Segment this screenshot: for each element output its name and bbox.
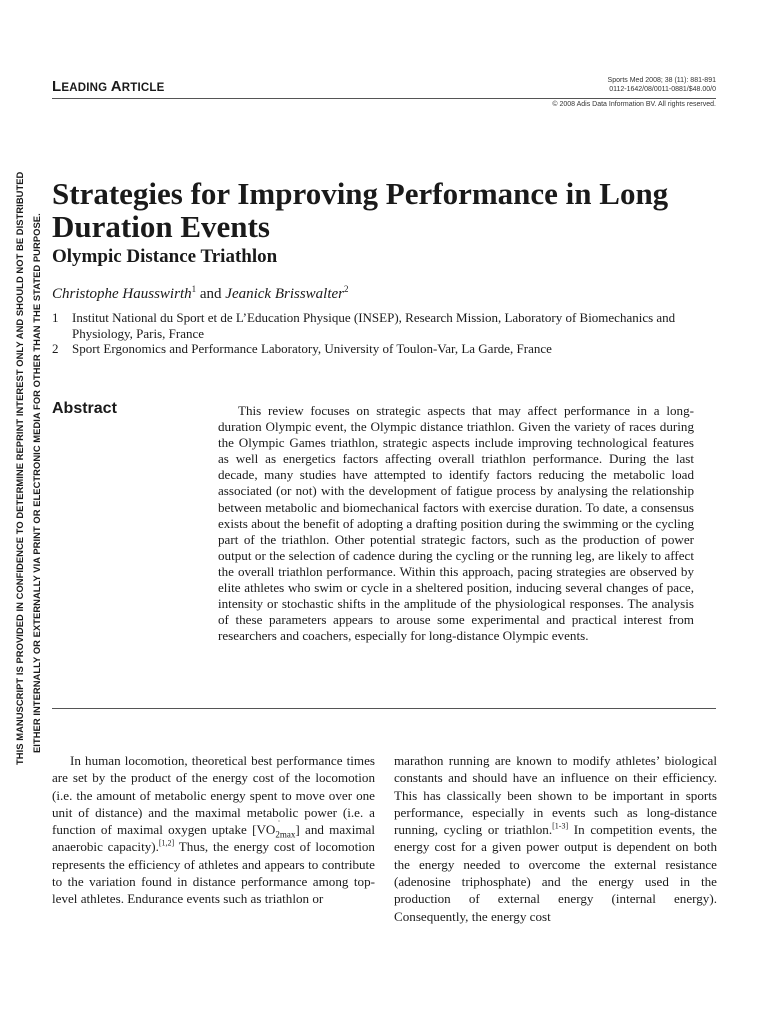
article-type-rest-2: RTICLE [121, 82, 165, 94]
affiliation-2-number: 2 [52, 341, 59, 356]
article-type-initial-2: A [110, 78, 122, 95]
body-right-text-b: In competition events, the energy cost for a given power output is dependent on both the energy needed to overcome the external resistance (adenosine triphosphate) and the energy used in the production of external energy (internal energy). Consequently, the energy cost [394, 822, 717, 924]
affiliation-2 [52, 341, 692, 357]
article-type-rest-1: EADING [61, 82, 111, 94]
journal-citation-block [608, 76, 716, 94]
author-conjunction: and [196, 286, 226, 302]
vo2max-o: O [265, 822, 276, 838]
affiliation-1-text: Institut National du Sport et de L’Education Physique (INSEP), Research Mission, Laboratory of Biomechanics and Physiology, Paris, France [72, 310, 676, 341]
body-column-left [52, 752, 375, 908]
vo2max-subscript: 2max [275, 829, 296, 840]
body-left-text-c: Thus, the energy cost of locomotion represents the efficiency of athletes and appears to contribute to the variation found in distance performance among top-level athletes. Endurance events such as triathlon or [52, 839, 375, 907]
body-right-text-a: marathon running are known to modify athletes’ biological constants and should have an influence on their efficiency. This has classically been shown to be important in sports performance, especially in events such as long-distance running, cycling or triathlon. [394, 753, 717, 838]
journal-issn: 0112-1642/08/0011-0881/$48.00/0 [609, 86, 716, 93]
article-type-initial-1: L [52, 78, 62, 95]
affiliation-1-number: 1 [52, 310, 59, 325]
author-line [52, 284, 349, 303]
body-left-text-b: ] and maximal anaerobic capacity). [52, 822, 375, 855]
body-left-text-a: In human locomotion, theoretical best performance times are set by the product of the energy cost of the locomotion (i.e. the amount of metabolic energy spent to move over one unit of distance) and the maximal metabolic power (i.e. a function of maximal oxygen uptake [ [52, 753, 375, 838]
author-1-name: Christophe Hausswirth [52, 286, 192, 302]
article-subtitle: Olympic Distance Triathlon [52, 246, 278, 267]
reprint-notice-line-2: EITHER INTERNALLY OR EXTERNALLY VIA PRINT OR ELECTRONIC MEDIA FOR OTHER THAN THE STATED PURPOSE. [31, 213, 42, 753]
vo2max-dot: ˙ [277, 819, 281, 830]
vo2max-v: V [256, 822, 266, 838]
author-2-name: Jeanick Brisswalter [225, 286, 345, 302]
abstract-body: This review focuses on strategic aspects that may affect performance in a long-duration Olympic event, the Olympic distance triathlon. Given the variety of races during the Olympic Games triathlon, strategic aspects include improving technological features as well as energetics factors affecting overall triathlon performance. During the last decade, many studies have attempted to identify factors reducing the metabolic load associated (or not) with the development of fatigue process by analysing the relationship between metabolic and biomechanical factors with exercise duration. To date, a consensus exists about the benefit of adopting a drafting position during the swimming or the cycling part of the triathlon. Other potential strategic factors, such as the production of power output or the selection of cadence during the cycling or the running leg, are likely to affect the overall triathlon performance. Within this approach, pacing strategies are observed by elite athletes who swim or cycle in a sheltered position, inducing several changes of pace, intensity or stochastic shifts in the amplitude of the physiological responses. The analysis of these parameters appears to arouse some experimental and practical interest from researchers and coachers, especially for long-distance Olympic events. [218, 403, 694, 644]
author-1-affil-mark: 1 [191, 284, 197, 294]
article-type-label [52, 78, 164, 95]
citation-1-2: [1,2] [158, 839, 175, 849]
header-divider [52, 98, 716, 99]
author-2-affil-mark: 2 [344, 284, 349, 294]
copyright-notice: © 2008 Adis Data Information BV. All rights reserved. [552, 101, 716, 108]
reprint-notice-line-1: THIS MANUSCRIPT IS PROVIDED IN CONFIDENCE TO DETERMINE REPRINT INTEREST ONLY AND SHOULD NOT BE DISTRIBUTED [14, 171, 25, 765]
abstract-heading: Abstract [52, 400, 117, 417]
body-column-right [394, 752, 717, 925]
journal-header [52, 76, 716, 116]
citation-1-3: [1-3] [552, 821, 569, 831]
reprint-notice [0, 0, 52, 1024]
journal-citation: Sports Med 2008; 38 (11): 881-891 [607, 77, 716, 84]
article-title: Strategies for Improving Performance in Long Duration Events [52, 176, 669, 244]
abstract-divider [52, 708, 716, 709]
affiliation-2-text: Sport Ergonomics and Performance Laboratory, University of Toulon-Var, La Garde, France [72, 341, 552, 356]
affiliation-1 [52, 310, 692, 342]
vo2max-symbol [256, 819, 281, 838]
